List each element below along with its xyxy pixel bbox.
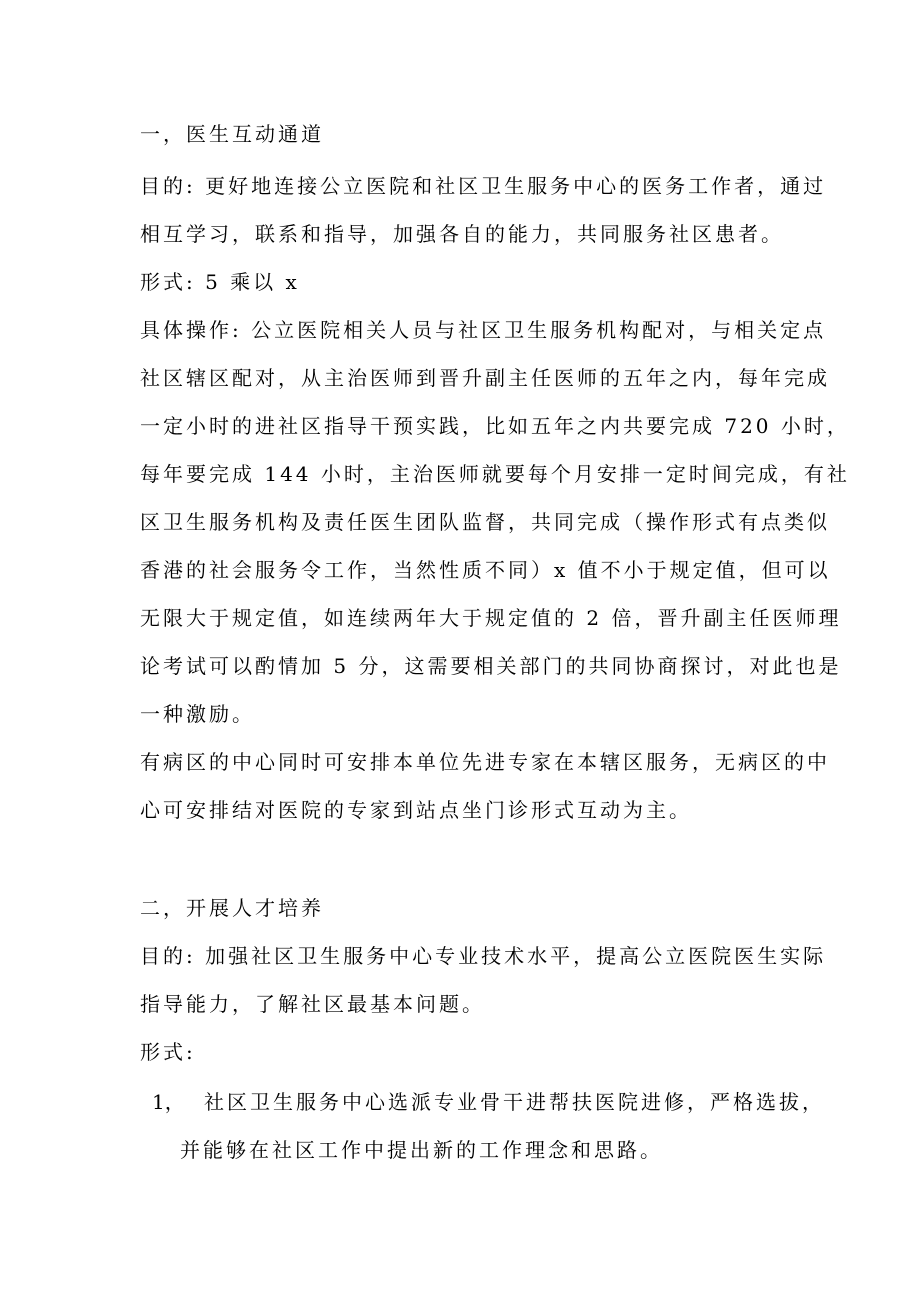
section1-heading: 一，医生互动通道 bbox=[140, 122, 324, 146]
section1-form: 形式: 5 乘以 x bbox=[140, 270, 300, 294]
section1-operation-line-5: 区卫生服务机构及责任医生团队监督，共同完成（操作形式有点类似 bbox=[140, 510, 830, 534]
section1-operation-line-7: 无限大于规定值，如连续两年大于规定值的 2 倍，晋升副主任医师理 bbox=[140, 606, 842, 630]
section1-operation-line-3: 一定小时的进社区指导干预实践，比如五年之内共要完成 720 小时， bbox=[140, 414, 850, 438]
section2-purpose-line-1: 目的: 加强社区卫生服务中心专业技术水平，提高公立医院医生实际 bbox=[140, 944, 827, 968]
section1-operation-line-2: 社区辖区配对，从主治医师到晋升副主任医师的五年之内，每年完成 bbox=[140, 366, 830, 390]
list-item-line-1: 社区卫生服务中心选派专业骨干进帮扶医院进修，严格选拔， bbox=[204, 1090, 825, 1114]
section2-purpose-line-2: 指导能力，了解社区最基本问题。 bbox=[140, 992, 485, 1016]
section1-purpose-line-1: 目的: 更好地连接公立医院和社区卫生服务中心的医务工作者，通过 bbox=[140, 174, 827, 198]
section1-purpose-line-2: 相互学习，联系和指导，加强各自的能力，共同服务社区患者。 bbox=[140, 222, 784, 246]
list-item-number: 1， bbox=[152, 1090, 185, 1114]
section1-extra-line-2: 心可安排结对医院的专家到站点坐门诊形式互动为主。 bbox=[140, 798, 692, 822]
section1-operation-line-1: 具体操作: 公立医院相关人员与社区卫生服务机构配对，与相关定点 bbox=[140, 318, 827, 342]
section1-extra-line-1: 有病区的中心同时可安排本单位先进专家在本辖区服务，无病区的中 bbox=[140, 750, 830, 774]
section1-operation-line-6: 香港的社会服务令工作，当然性质不同）x 值不小于规定值，但可以 bbox=[140, 558, 831, 582]
section1-operation-line-4: 每年要完成 144 小时，主治医师就要每个月安排一定时间完成，有社 bbox=[140, 462, 850, 486]
section1-operation-line-9: 一种激励。 bbox=[140, 702, 255, 726]
section2-form: 形式: bbox=[140, 1040, 196, 1064]
list-item-line-2: 并能够在社区工作中提出新的工作理念和思路。 bbox=[180, 1138, 663, 1162]
section2-heading: 二，开展人才培养 bbox=[140, 896, 324, 920]
section1-operation-line-8: 论考试可以酌情加 5 分，这需要相关部门的共同协商探讨，对此也是 bbox=[140, 654, 842, 678]
